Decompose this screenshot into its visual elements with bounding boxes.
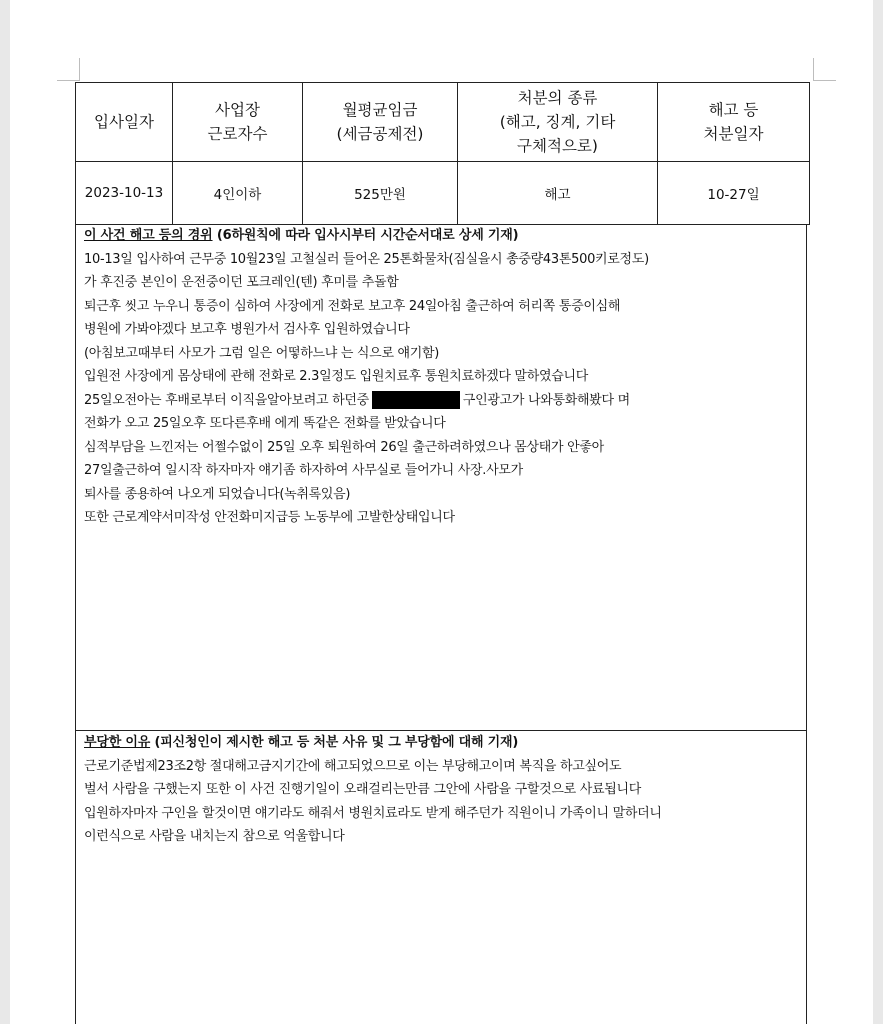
body-line: (아침보고때부터 사모가 그럼 일은 어떻하느냐 는 식으로 얘기함) [84, 345, 440, 361]
disposition-date-value: 10-27일 [658, 162, 810, 225]
hire-date-value: 2023-10-13 [76, 162, 173, 225]
body-line: 심적부담을 느낀저는 어쩔수없이 25일 오후 퇴원하여 26일 출근하려하였으나 몸상태가 안좋아 [84, 439, 604, 455]
header-employee-count: 사업장 근로자수 [173, 83, 303, 162]
dismissal-circumstances-section [75, 224, 807, 731]
section-heading: 부당한 이유 (피신청인이 제시한 해고 등 처분 사유 및 그 부당함에 대해 기재) [84, 735, 519, 750]
body-line: 전화가 오고 25일오후 또다른후배 에게 똑같은 전화를 받았습니다 [84, 416, 446, 431]
body-line: 이런식으로 사람을 내치는지 참으로 억울합니다 [84, 829, 345, 844]
employee-count-value: 4인이하 [173, 162, 303, 225]
body-line: 가 후진중 본인이 운전중이던 포크레인(텐) 후미를 추돌함 [84, 275, 399, 290]
body-line-redacted: 25일오전아는 후배로부터 이직을알아보려고 하던중 구인광고가 나와통화해봤다 며 [84, 392, 630, 408]
body-line: 27일출근하여 일시작 하자마자 얘기좀 하자하여 사무실로 들어가니 사장.사모가 [84, 463, 523, 478]
body-line: 또한 근로계약서미작성 안전화미지급등 노동부에 고발한상태입니다 [84, 510, 455, 525]
body-line: 벌서 사람을 구했는지 또한 이 사건 진행기일이 오래걸리는만큼 그안에 사람을 구할것으로 사료됩니다 [84, 782, 641, 797]
section-heading: 이 사건 해고 등의 경위 (6하원칙에 따라 입사시부터 시간순서대로 상세 기재) [84, 228, 519, 243]
body-line: 병원에 가봐야겠다 보고후 병원가서 검사후 입원하였습니다 [84, 322, 410, 337]
unfairness-reason-section [75, 731, 807, 1024]
monthly-wage-value: 525만원 [303, 162, 458, 225]
disposition-type-value: 해고 [458, 162, 658, 225]
header-monthly-wage: 월평균임금 (세금공제전) [303, 83, 458, 162]
employment-info-table [75, 82, 810, 225]
document-page [10, 0, 873, 1024]
header-hire-date: 입사일자 [76, 83, 173, 162]
body-line: 입원전 사장에게 몸상태에 관해 전화로 2.3일정도 입원치료후 통원치료하겠다 말하였습니다 [84, 369, 588, 384]
table-header-row [76, 83, 810, 162]
body-line: 근로기준법제23조2항 절대해고금지기간에 해고되었으므로 이는 부당해고이며 복직을 하고싶어도 [84, 758, 622, 774]
header-disposition-type: 처분의 종류 (해고, 징계, 기타 구체적으로) [458, 83, 658, 162]
body-line: 퇴근후 씻고 누우니 통증이 심하여 사장에게 전화로 보고후 24일아침 출근하여 허리쪽 통증이심해 [84, 298, 621, 314]
header-disposition-date: 해고 등 처분일자 [658, 83, 810, 162]
redaction-box [372, 391, 460, 409]
page-corner-mark [813, 58, 836, 81]
table-row [76, 162, 810, 225]
body-line: 입원하자마자 구인을 할것이면 얘기라도 해줘서 병원치료라도 받게 해주던가 직원이니 가족이니 말하더니 [84, 805, 662, 821]
body-line: 퇴사를 종용하여 나오게 되었습니다(녹취록있음) [84, 486, 351, 502]
page-corner-mark [57, 58, 80, 81]
body-line: 10-13일 입사하여 근무중 10월23일 고철실러 들어온 25톤화물차(짐실을시 총중량43톤500키로정도) [84, 251, 649, 267]
